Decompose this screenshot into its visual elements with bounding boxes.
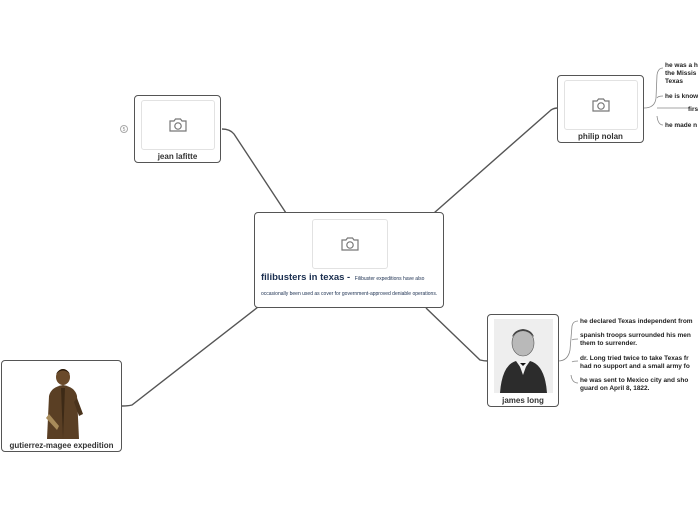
jean-lafitte-image-placeholder <box>141 100 215 150</box>
connector-james-long <box>426 308 488 361</box>
central-image-placeholder <box>312 219 388 269</box>
portrait-icon <box>494 319 553 393</box>
topic-label: jean lafitte <box>157 152 198 161</box>
topic-jean-lafitte[interactable] <box>134 95 221 163</box>
note-james-long-2[interactable]: spanish troops surrounded his men <box>580 332 691 339</box>
note-philip-nolan-3[interactable]: firs <box>688 106 698 113</box>
topic-james-long[interactable] <box>487 314 559 407</box>
camera-icon <box>591 97 611 113</box>
connector-gutierrez <box>122 307 258 406</box>
topic-philip-nolan[interactable] <box>557 75 644 143</box>
connector-philip-nolan <box>434 108 558 213</box>
note-philip-nolan-1-line3: Texas <box>665 78 683 85</box>
note-james-long-3-line2: had no support and a small army fo <box>580 363 690 370</box>
central-description: Filibuster expeditions have also occasionally been used as cover for government-approved deniable operations. <box>261 276 438 297</box>
gutierrez-statue-image <box>37 366 89 440</box>
note-james-long-4[interactable]: he was sent to Mexico city and sho <box>580 377 689 384</box>
connector-jean-lafitte <box>222 129 286 213</box>
camera-icon <box>168 117 188 133</box>
topic-label: philip nolan <box>578 132 623 141</box>
central-text <box>261 270 439 300</box>
central-topic[interactable] <box>254 212 444 308</box>
note-philip-nolan-1-line2: the Missis <box>665 70 697 77</box>
philip-nolan-image-placeholder <box>564 80 638 130</box>
note-james-long-4-line2: guard on April 8, 1822. <box>580 385 650 392</box>
topic-gutierrez-magee-expedition[interactable] <box>1 360 122 452</box>
camera-icon <box>340 236 360 252</box>
central-title: filibusters in texas - <box>261 272 351 283</box>
note-philip-nolan-1[interactable]: he was a h <box>665 62 698 69</box>
note-philip-nolan-2[interactable]: he is know <box>665 93 698 100</box>
branch-james-long <box>558 321 578 383</box>
james-long-portrait <box>494 319 553 393</box>
collapse-toggle[interactable]: 5 <box>120 125 128 133</box>
statue-icon <box>37 366 89 440</box>
topic-label: james long <box>502 396 544 405</box>
note-philip-nolan-4[interactable]: he made n <box>665 122 698 129</box>
note-james-long-1[interactable]: he declared Texas independent from <box>580 318 693 325</box>
topic-label: gutierrez-magee expedition <box>9 441 114 450</box>
note-james-long-3[interactable]: dr. Long tried twice to take Texas fr <box>580 355 689 362</box>
note-james-long-2-line2: them to surrender. <box>580 340 638 347</box>
